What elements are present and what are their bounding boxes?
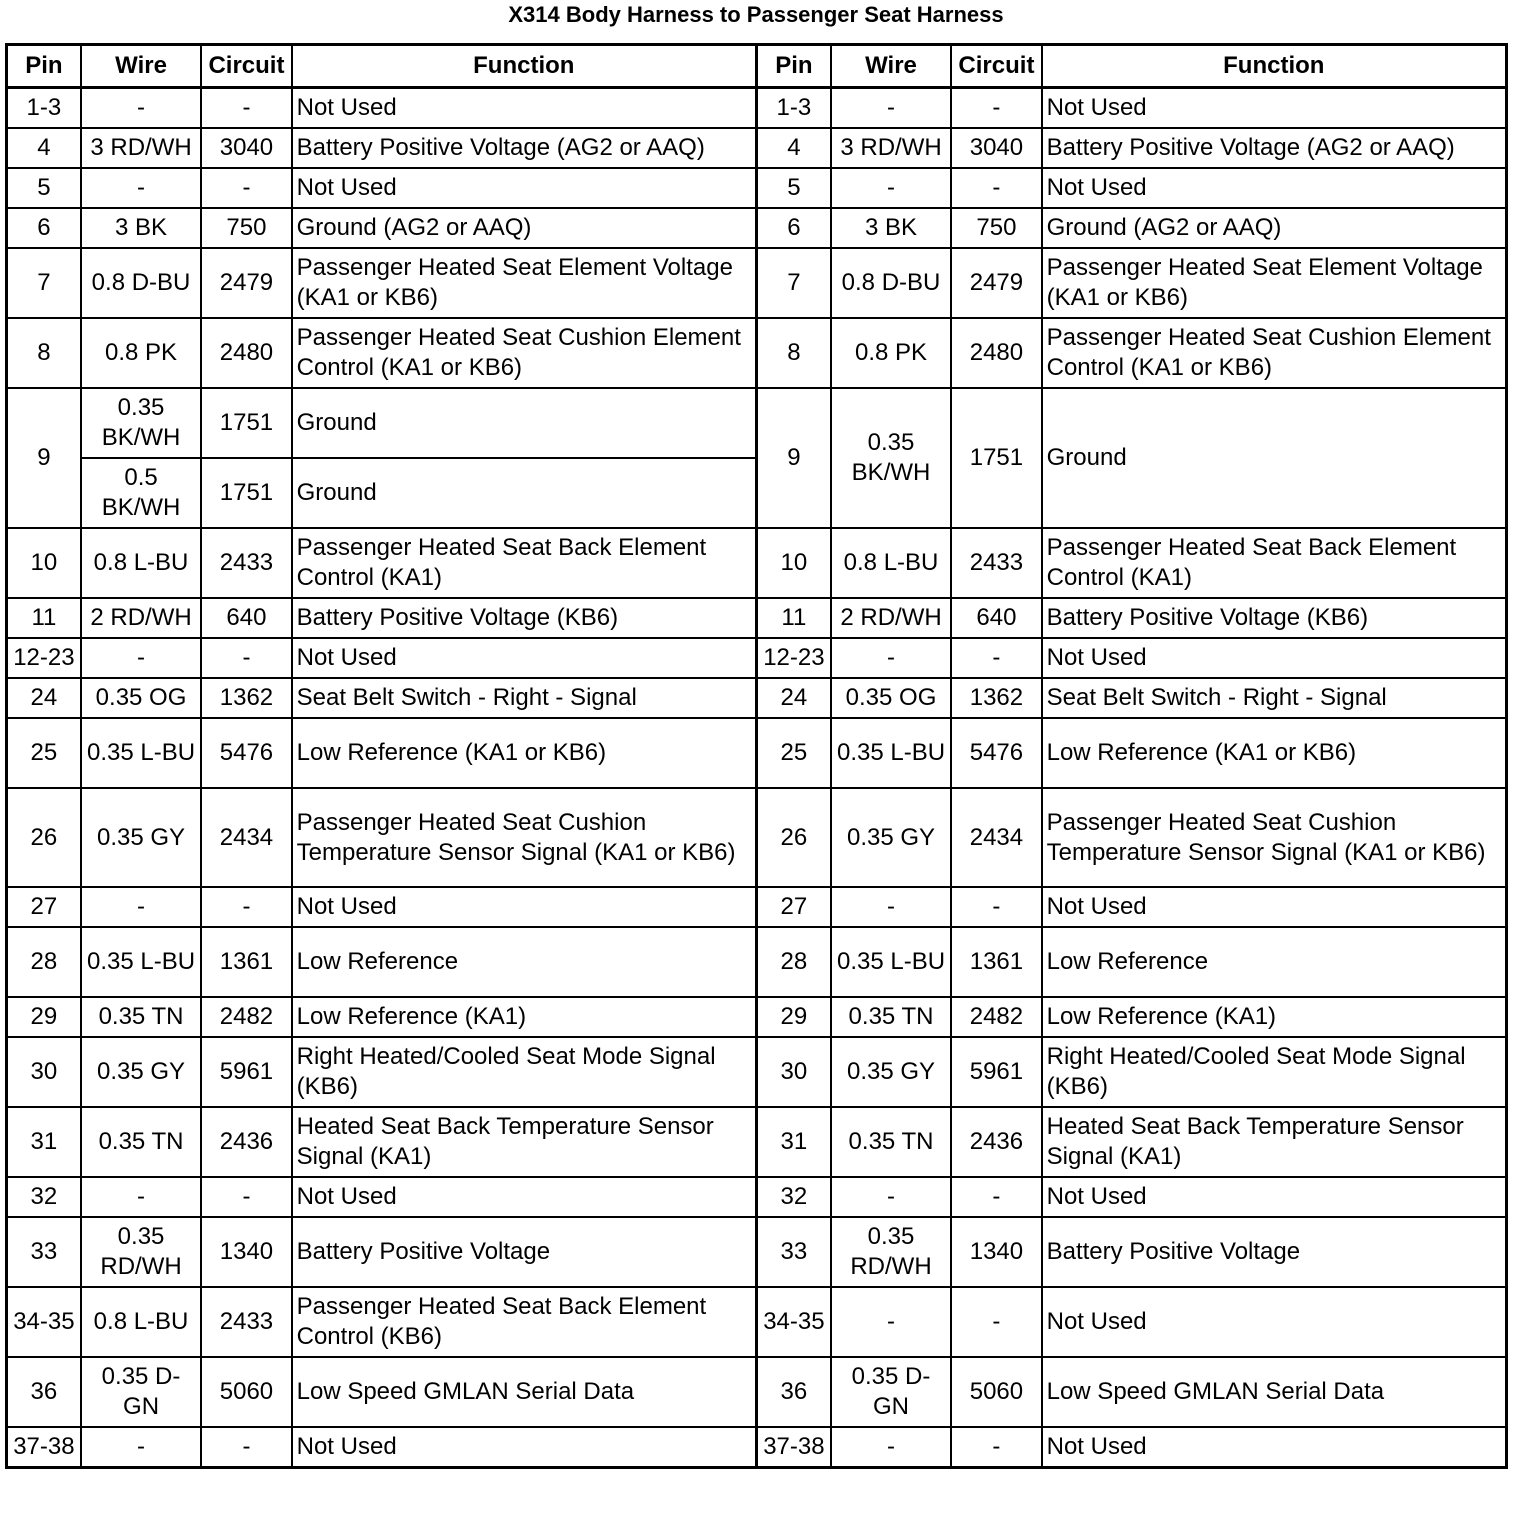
pin-cell-right: 37-38 xyxy=(756,1427,830,1468)
circuit-cell: 2433 xyxy=(201,528,291,598)
document-title: X314 Body Harness to Passenger Seat Harness xyxy=(508,2,1004,27)
wire-cell-right: 3 BK xyxy=(831,208,951,248)
function-cell-right: Passenger Heated Seat Element Voltage (KA1 or KB6) xyxy=(1042,248,1507,318)
pin-cell: 1-3 xyxy=(7,88,81,129)
wire-cell: 0.35 TN xyxy=(81,1107,201,1177)
function-cell: Not Used xyxy=(292,638,757,678)
table-row xyxy=(7,638,1507,678)
function-cell-right: Not Used xyxy=(1042,638,1507,678)
pin-cell-right: 25 xyxy=(756,718,830,788)
function-cell: Passenger Heated Seat Back Element Control (KA1) xyxy=(292,528,757,598)
function-cell-right: Not Used xyxy=(1042,1177,1507,1217)
table-row xyxy=(7,1037,1507,1107)
circuit-cell-right: 2479 xyxy=(951,248,1041,318)
pin-cell-right: 8 xyxy=(756,318,830,388)
circuit-cell: 1340 xyxy=(201,1217,291,1287)
wire-cell: 0.8 L-BU xyxy=(81,528,201,598)
pin-cell-right: 1-3 xyxy=(756,88,830,129)
function-cell: Ground xyxy=(292,458,757,528)
function-cell: Ground (AG2 or AAQ) xyxy=(292,208,757,248)
pin-cell: 26 xyxy=(7,788,81,887)
wire-cell: 0.35 D-GN xyxy=(81,1357,201,1427)
circuit-cell-right: 5476 xyxy=(951,718,1041,788)
header-circuit-right: Circuit xyxy=(951,45,1041,88)
wire-cell-right: 0.35 GY xyxy=(831,788,951,887)
circuit-cell: - xyxy=(201,887,291,927)
circuit-cell-right: 750 xyxy=(951,208,1041,248)
function-cell: Ground xyxy=(292,388,757,458)
pin-cell: 6 xyxy=(7,208,81,248)
circuit-cell: 1751 xyxy=(201,458,291,528)
wire-cell-right: 0.35 L-BU xyxy=(831,927,951,997)
header-wire: Wire xyxy=(81,45,201,88)
table-row xyxy=(7,718,1507,788)
circuit-cell-right: 2480 xyxy=(951,318,1041,388)
circuit-cell: 640 xyxy=(201,598,291,638)
wire-cell-right: - xyxy=(831,887,951,927)
wire-cell-right: - xyxy=(831,168,951,208)
function-cell-right: Low Reference (KA1) xyxy=(1042,997,1507,1037)
function-cell-right: Battery Positive Voltage xyxy=(1042,1217,1507,1287)
function-cell-right: Heated Seat Back Temperature Sensor Signal (KA1) xyxy=(1042,1107,1507,1177)
circuit-cell: 2479 xyxy=(201,248,291,318)
wire-cell: 0.35 GY xyxy=(81,788,201,887)
wire-cell: 0.5 BK/WH xyxy=(81,458,201,528)
table-row xyxy=(7,678,1507,718)
pin-cell-right: 34-35 xyxy=(756,1287,830,1357)
pin-cell-right: 4 xyxy=(756,128,830,168)
function-cell: Right Heated/Cooled Seat Mode Signal (KB6) xyxy=(292,1037,757,1107)
pin-cell: 32 xyxy=(7,1177,81,1217)
circuit-cell-right: - xyxy=(951,1427,1041,1468)
wire-cell-right: 0.35 BK/WH xyxy=(831,388,951,528)
wire-cell: - xyxy=(81,88,201,129)
circuit-cell: - xyxy=(201,1427,291,1468)
function-cell: Low Reference (KA1 or KB6) xyxy=(292,718,757,788)
function-cell-right: Seat Belt Switch - Right - Signal xyxy=(1042,678,1507,718)
wire-cell: 0.8 PK xyxy=(81,318,201,388)
pin-cell: 33 xyxy=(7,1217,81,1287)
function-cell-right: Not Used xyxy=(1042,168,1507,208)
wire-cell: - xyxy=(81,1177,201,1217)
pin-cell: 28 xyxy=(7,927,81,997)
header-function-right: Function xyxy=(1042,45,1507,88)
header-function: Function xyxy=(292,45,757,88)
pinout-table xyxy=(5,43,1508,1469)
pin-cell: 30 xyxy=(7,1037,81,1107)
table-row xyxy=(7,788,1507,887)
function-cell: Passenger Heated Seat Element Voltage (KA1 or KB6) xyxy=(292,248,757,318)
pin-cell-right: 7 xyxy=(756,248,830,318)
wire-cell: - xyxy=(81,168,201,208)
table-row xyxy=(7,1217,1507,1287)
circuit-cell-right: 3040 xyxy=(951,128,1041,168)
wire-cell: - xyxy=(81,1427,201,1468)
wire-cell: 0.35 L-BU xyxy=(81,718,201,788)
wire-cell: 3 BK xyxy=(81,208,201,248)
circuit-cell-right: - xyxy=(951,88,1041,129)
pin-cell: 12-23 xyxy=(7,638,81,678)
wire-cell-right: 0.35 D-GN xyxy=(831,1357,951,1427)
wire-cell-right: 0.35 L-BU xyxy=(831,718,951,788)
pin-cell: 36 xyxy=(7,1357,81,1427)
function-cell: Battery Positive Voltage (AG2 or AAQ) xyxy=(292,128,757,168)
wire-cell: 0.8 D-BU xyxy=(81,248,201,318)
circuit-cell: - xyxy=(201,88,291,129)
function-cell-right: Not Used xyxy=(1042,1427,1507,1468)
table-row xyxy=(7,528,1507,598)
wire-cell: - xyxy=(81,638,201,678)
circuit-cell: 5961 xyxy=(201,1037,291,1107)
table-row xyxy=(7,248,1507,318)
circuit-cell-right: 640 xyxy=(951,598,1041,638)
wire-cell-right: - xyxy=(831,638,951,678)
circuit-cell: 2434 xyxy=(201,788,291,887)
function-cell-right: Passenger Heated Seat Cushion Element Control (KA1 or KB6) xyxy=(1042,318,1507,388)
function-cell: Not Used xyxy=(292,1427,757,1468)
pin-cell-right: 24 xyxy=(756,678,830,718)
pin-cell: 34-35 xyxy=(7,1287,81,1357)
wire-cell-right: - xyxy=(831,1427,951,1468)
wire-cell: 3 RD/WH xyxy=(81,128,201,168)
circuit-cell-right: 2434 xyxy=(951,788,1041,887)
function-cell: Passenger Heated Seat Cushion Element Control (KA1 or KB6) xyxy=(292,318,757,388)
pin-cell: 4 xyxy=(7,128,81,168)
pin-cell: 29 xyxy=(7,997,81,1037)
function-cell-right: Ground (AG2 or AAQ) xyxy=(1042,208,1507,248)
circuit-cell-right: 5060 xyxy=(951,1357,1041,1427)
circuit-cell-right: 1751 xyxy=(951,388,1041,528)
wire-cell: - xyxy=(81,887,201,927)
wire-cell-right: 0.8 D-BU xyxy=(831,248,951,318)
circuit-cell: 1361 xyxy=(201,927,291,997)
function-cell-right: Low Reference xyxy=(1042,927,1507,997)
circuit-cell-right: - xyxy=(951,1177,1041,1217)
wire-cell-right: 2 RD/WH xyxy=(831,598,951,638)
pin-cell: 37-38 xyxy=(7,1427,81,1468)
pin-cell: 11 xyxy=(7,598,81,638)
pin-cell-right: 31 xyxy=(756,1107,830,1177)
circuit-cell: 2482 xyxy=(201,997,291,1037)
circuit-cell: - xyxy=(201,168,291,208)
table-row xyxy=(7,1107,1507,1177)
function-cell: Not Used xyxy=(292,88,757,129)
pin-cell-right: 32 xyxy=(756,1177,830,1217)
wire-cell-right: 0.35 OG xyxy=(831,678,951,718)
wire-cell-right: 0.35 GY xyxy=(831,1037,951,1107)
circuit-cell: 2480 xyxy=(201,318,291,388)
function-cell-right: Ground xyxy=(1042,388,1507,528)
circuit-cell: 5476 xyxy=(201,718,291,788)
circuit-cell-right: 2482 xyxy=(951,997,1041,1037)
wire-cell: 0.35 RD/WH xyxy=(81,1217,201,1287)
function-cell: Low Reference xyxy=(292,927,757,997)
wire-cell-right: - xyxy=(831,1287,951,1357)
pin-cell: 8 xyxy=(7,318,81,388)
wire-cell-right: 0.35 RD/WH xyxy=(831,1217,951,1287)
table-row xyxy=(7,997,1507,1037)
pin-cell-right: 9 xyxy=(756,388,830,528)
wire-cell-right: 3 RD/WH xyxy=(831,128,951,168)
pin-cell: 27 xyxy=(7,887,81,927)
wire-cell: 0.35 OG xyxy=(81,678,201,718)
wire-cell: 0.8 L-BU xyxy=(81,1287,201,1357)
circuit-cell-right: - xyxy=(951,168,1041,208)
function-cell-right: Passenger Heated Seat Cushion Temperature Sensor Signal (KA1 or KB6) xyxy=(1042,788,1507,887)
function-cell-right: Right Heated/Cooled Seat Mode Signal (KB6) xyxy=(1042,1037,1507,1107)
wire-cell: 0.35 BK/WH xyxy=(81,388,201,458)
header-wire-right: Wire xyxy=(831,45,951,88)
wire-cell: 0.35 L-BU xyxy=(81,927,201,997)
pin-cell-right: 28 xyxy=(756,927,830,997)
pin-cell-right: 33 xyxy=(756,1217,830,1287)
function-cell: Not Used xyxy=(292,887,757,927)
function-cell-right: Battery Positive Voltage (KB6) xyxy=(1042,598,1507,638)
function-cell: Not Used xyxy=(292,1177,757,1217)
circuit-cell-right: 2433 xyxy=(951,528,1041,598)
function-cell: Battery Positive Voltage (KB6) xyxy=(292,598,757,638)
circuit-cell: 1751 xyxy=(201,388,291,458)
function-cell-right: Passenger Heated Seat Back Element Control (KA1) xyxy=(1042,528,1507,598)
function-cell: Low Speed GMLAN Serial Data xyxy=(292,1357,757,1427)
pin-cell: 24 xyxy=(7,678,81,718)
circuit-cell: - xyxy=(201,1177,291,1217)
function-cell: Heated Seat Back Temperature Sensor Signal (KA1) xyxy=(292,1107,757,1177)
function-cell-right: Not Used xyxy=(1042,88,1507,129)
function-cell-right: Battery Positive Voltage (AG2 or AAQ) xyxy=(1042,128,1507,168)
pin-cell-right: 6 xyxy=(756,208,830,248)
pin-cell: 5 xyxy=(7,168,81,208)
function-cell: Battery Positive Voltage xyxy=(292,1217,757,1287)
wire-cell-right: - xyxy=(831,1177,951,1217)
table-row xyxy=(7,168,1507,208)
circuit-cell: 750 xyxy=(201,208,291,248)
function-cell-right: Not Used xyxy=(1042,887,1507,927)
table-row xyxy=(7,388,1507,458)
header-circuit: Circuit xyxy=(201,45,291,88)
circuit-cell: - xyxy=(201,638,291,678)
circuit-cell: 2436 xyxy=(201,1107,291,1177)
pin-cell: 9 xyxy=(7,388,81,528)
circuit-cell-right: - xyxy=(951,1287,1041,1357)
wire-cell: 0.35 TN xyxy=(81,997,201,1037)
table-header-row xyxy=(7,45,1507,88)
circuit-cell: 3040 xyxy=(201,128,291,168)
table-row xyxy=(7,1287,1507,1357)
pin-cell-right: 26 xyxy=(756,788,830,887)
wire-cell: 0.35 GY xyxy=(81,1037,201,1107)
circuit-cell: 2433 xyxy=(201,1287,291,1357)
pin-cell: 7 xyxy=(7,248,81,318)
circuit-cell-right: 1361 xyxy=(951,927,1041,997)
table-row xyxy=(7,887,1507,927)
pin-cell-right: 10 xyxy=(756,528,830,598)
circuit-cell-right: 1340 xyxy=(951,1217,1041,1287)
circuit-cell-right: - xyxy=(951,887,1041,927)
wire-cell: 2 RD/WH xyxy=(81,598,201,638)
table-row xyxy=(7,1177,1507,1217)
pin-cell-right: 27 xyxy=(756,887,830,927)
pin-cell-right: 36 xyxy=(756,1357,830,1427)
circuit-cell: 5060 xyxy=(201,1357,291,1427)
pin-cell: 25 xyxy=(7,718,81,788)
pin-cell: 10 xyxy=(7,528,81,598)
function-cell: Passenger Heated Seat Back Element Control (KB6) xyxy=(292,1287,757,1357)
table-row xyxy=(7,88,1507,129)
table-row xyxy=(7,1357,1507,1427)
pin-cell-right: 30 xyxy=(756,1037,830,1107)
circuit-cell-right: 5961 xyxy=(951,1037,1041,1107)
circuit-cell-right: 1362 xyxy=(951,678,1041,718)
header-pin-right: Pin xyxy=(756,45,830,88)
pin-cell-right: 12-23 xyxy=(756,638,830,678)
wire-cell-right: - xyxy=(831,88,951,129)
circuit-cell-right: - xyxy=(951,638,1041,678)
circuit-cell-right: 2436 xyxy=(951,1107,1041,1177)
function-cell: Not Used xyxy=(292,168,757,208)
function-cell: Seat Belt Switch - Right - Signal xyxy=(292,678,757,718)
function-cell: Low Reference (KA1) xyxy=(292,997,757,1037)
wire-cell-right: 0.35 TN xyxy=(831,997,951,1037)
table-row xyxy=(7,927,1507,997)
pin-cell-right: 29 xyxy=(756,997,830,1037)
table-row xyxy=(7,128,1507,168)
function-cell-right: Low Reference (KA1 or KB6) xyxy=(1042,718,1507,788)
circuit-cell: 1362 xyxy=(201,678,291,718)
table-row xyxy=(7,598,1507,638)
table-row xyxy=(7,318,1507,388)
wire-cell-right: 0.8 L-BU xyxy=(831,528,951,598)
header-pin: Pin xyxy=(7,45,81,88)
wire-cell-right: 0.8 PK xyxy=(831,318,951,388)
pin-cell-right: 5 xyxy=(756,168,830,208)
function-cell-right: Not Used xyxy=(1042,1287,1507,1357)
pin-cell-right: 11 xyxy=(756,598,830,638)
table-row xyxy=(7,208,1507,248)
function-cell: Passenger Heated Seat Cushion Temperature Sensor Signal (KA1 or KB6) xyxy=(292,788,757,887)
wire-cell-right: 0.35 TN xyxy=(831,1107,951,1177)
function-cell-right: Low Speed GMLAN Serial Data xyxy=(1042,1357,1507,1427)
pin-cell: 31 xyxy=(7,1107,81,1177)
table-row xyxy=(7,1427,1507,1468)
